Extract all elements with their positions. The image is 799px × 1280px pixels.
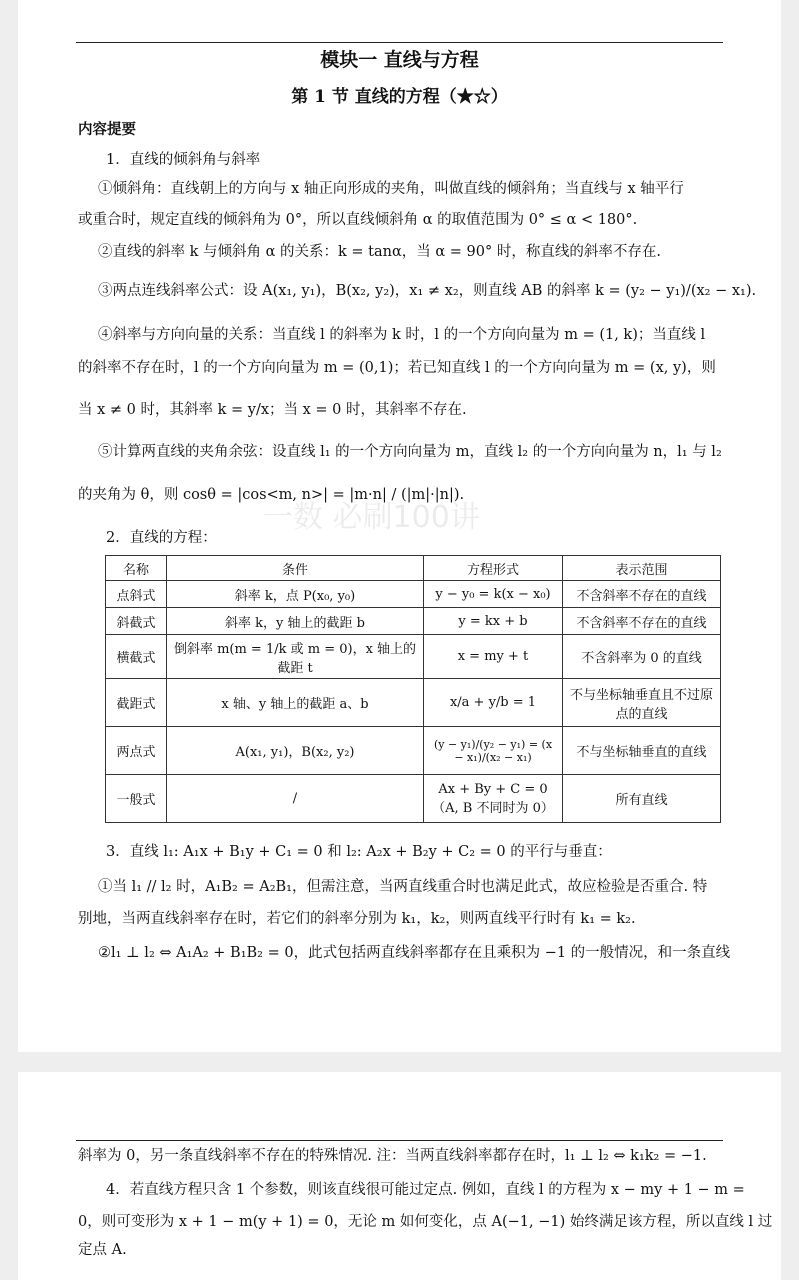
table-cell: 一般式 bbox=[106, 775, 167, 823]
table-row bbox=[106, 608, 721, 635]
table-cell: 不含斜率不存在的直线 bbox=[563, 608, 721, 635]
table-cell: 所有直线 bbox=[563, 775, 721, 823]
s3-p2a: ②l₁ ⊥ l₂ ⇔ A₁A₂ + B₁B₂ = 0，此式包括两直线斜率都存在且乘积为 −1 的一般情况，和一条直线 bbox=[98, 945, 731, 961]
table-cell: 不与坐标轴垂直且不过原点的直线 bbox=[563, 679, 721, 727]
summary-label: 内容提要 bbox=[78, 121, 136, 138]
document-page-1 bbox=[18, 0, 781, 1052]
table-header: 表示范围 bbox=[563, 556, 721, 581]
s2-heading: 2．直线的方程： bbox=[106, 530, 217, 546]
s1-p1b: 或重合时，规定直线的倾斜角为 0°，所以直线倾斜角 α 的取值范围为 0° ≤ α < 180°. bbox=[78, 212, 638, 228]
s3-p2b: 斜率为 0，另一条直线斜率不存在的特殊情况. 注：当两直线斜率都存在时，l₁ ⊥ l₂ ⇔ k₁k₂ = −1. bbox=[78, 1148, 707, 1164]
table-row bbox=[106, 581, 721, 608]
table-cell: 点斜式 bbox=[106, 581, 167, 608]
table-cell: x 轴、y 轴上的截距 a、b bbox=[167, 679, 424, 727]
table-cell: 倒斜率 m(m = 1/k 或 m = 0)，x 轴上的截距 t bbox=[167, 635, 424, 679]
section-title: 第 1 节 直线的方程（★☆） bbox=[291, 87, 508, 107]
table-header: 条件 bbox=[167, 556, 424, 581]
table-row bbox=[106, 775, 721, 823]
table-cell: 斜率 k，点 P(x₀, y₀) bbox=[167, 581, 424, 608]
s3-heading: 3．直线 l₁: A₁x + B₁y + C₁ = 0 和 l₂: A₂x + B₂y + C₂ = 0 的平行与垂直： bbox=[106, 844, 612, 860]
table-row bbox=[106, 727, 721, 775]
s1-p2: ②直线的斜率 k 与倾斜角 α 的关系：k = tanα，当 α = 90° 时，称直线的斜率不存在. bbox=[98, 244, 661, 260]
s1-heading: 1．直线的倾斜角与斜率 bbox=[106, 152, 261, 168]
table-cell: 不含斜率不存在的直线 bbox=[563, 581, 721, 608]
table-cell: 横截式 bbox=[106, 635, 167, 679]
module-title: 模块一 直线与方程 bbox=[320, 49, 479, 71]
s1-p4b: 的斜率不存在时，l 的一个方向向量为 m = (0,1)；若已知直线 l 的一个方向向量为 m = (x, y)，则 bbox=[78, 360, 716, 376]
s1-p5a: ⑤计算两直线的夹角余弦：设直线 l₁ 的一个方向向量为 m，直线 l₂ 的一个方向向量为 n，l₁ 与 l₂ bbox=[98, 444, 722, 460]
s1-p4a: ④斜率与方向向量的关系：当直线 l 的斜率为 k 时，l 的一个方向向量为 m = (1, k)；当直线 l bbox=[98, 327, 706, 343]
table-header: 方程形式 bbox=[424, 556, 563, 581]
watermark: 一数 必刷100讲 bbox=[263, 500, 480, 535]
s1-p1a: ①倾斜角：直线朝上的方向与 x 轴正向形成的夹角，叫做直线的倾斜角；当直线与 x 轴平行 bbox=[98, 181, 684, 197]
page-rule bbox=[76, 1140, 723, 1141]
table-cell: 两点式 bbox=[106, 727, 167, 775]
table-cell: 不与坐标轴垂直的直线 bbox=[563, 727, 721, 775]
table-header-row bbox=[106, 556, 721, 581]
line-equation-table bbox=[105, 555, 721, 823]
s4-p1a: 4．若直线方程只含 1 个参数，则该直线很可能过定点. 例如，直线 l 的方程为 x − my + 1 − m = bbox=[106, 1182, 745, 1198]
table-row bbox=[106, 679, 721, 727]
table-cell: 斜率 k，y 轴上的截距 b bbox=[167, 608, 424, 635]
s3-p1b: 别地，当两直线斜率存在时，若它们的斜率分别为 k₁，k₂，则两直线平行时有 k₁ = k₂. bbox=[78, 911, 636, 927]
table-cell: x/a + y/b = 1 bbox=[424, 679, 563, 727]
s4-p1c: 定点 A. bbox=[78, 1242, 127, 1258]
document-page-2 bbox=[18, 1072, 781, 1280]
table-cell: / bbox=[167, 775, 424, 823]
s4-p1b: 0，则可变形为 x + 1 − m(y + 1) = 0，无论 m 如何变化，点 A(−1, −1) 始终满足该方程，所以直线 l 过 bbox=[78, 1214, 773, 1230]
table-row bbox=[106, 635, 721, 679]
s1-p5b: 的夹角为 θ，则 cosθ = |cos<m, n>| = |m·n| / (|m|·|n|). bbox=[78, 487, 465, 503]
table-header: 名称 bbox=[106, 556, 167, 581]
s1-p4c: 当 x ≠ 0 时，其斜率 k = y/x；当 x = 0 时，其斜率不存在. bbox=[78, 402, 467, 418]
s3-p1a: ①当 l₁ // l₂ 时，A₁B₂ = A₂B₁，但需注意，当两直线重合时也满足此式，故应检验是否重合. 特 bbox=[98, 879, 708, 895]
top-rule bbox=[76, 42, 723, 43]
table-cell: A(x₁, y₁)，B(x₂, y₂) bbox=[167, 727, 424, 775]
table-cell: 斜截式 bbox=[106, 608, 167, 635]
table-cell: y = kx + b bbox=[424, 608, 563, 635]
table-cell: (y − y₁)/(y₂ − y₁) = (x − x₁)/(x₂ − x₁) bbox=[424, 727, 563, 775]
table-cell: y − y₀ = k(x − x₀) bbox=[424, 581, 563, 608]
table-cell: x = my + t bbox=[424, 635, 563, 679]
table-cell: 不含斜率为 0 的直线 bbox=[563, 635, 721, 679]
s1-p3: ③两点连线斜率公式：设 A(x₁, y₁)，B(x₂, y₂)，x₁ ≠ x₂，则直线 AB 的斜率 k = (y₂ − y₁)/(x₂ − x₁). bbox=[98, 283, 757, 299]
table-cell: Ax + By + C = 0（A, B 不同时为 0） bbox=[424, 775, 563, 823]
table-cell: 截距式 bbox=[106, 679, 167, 727]
